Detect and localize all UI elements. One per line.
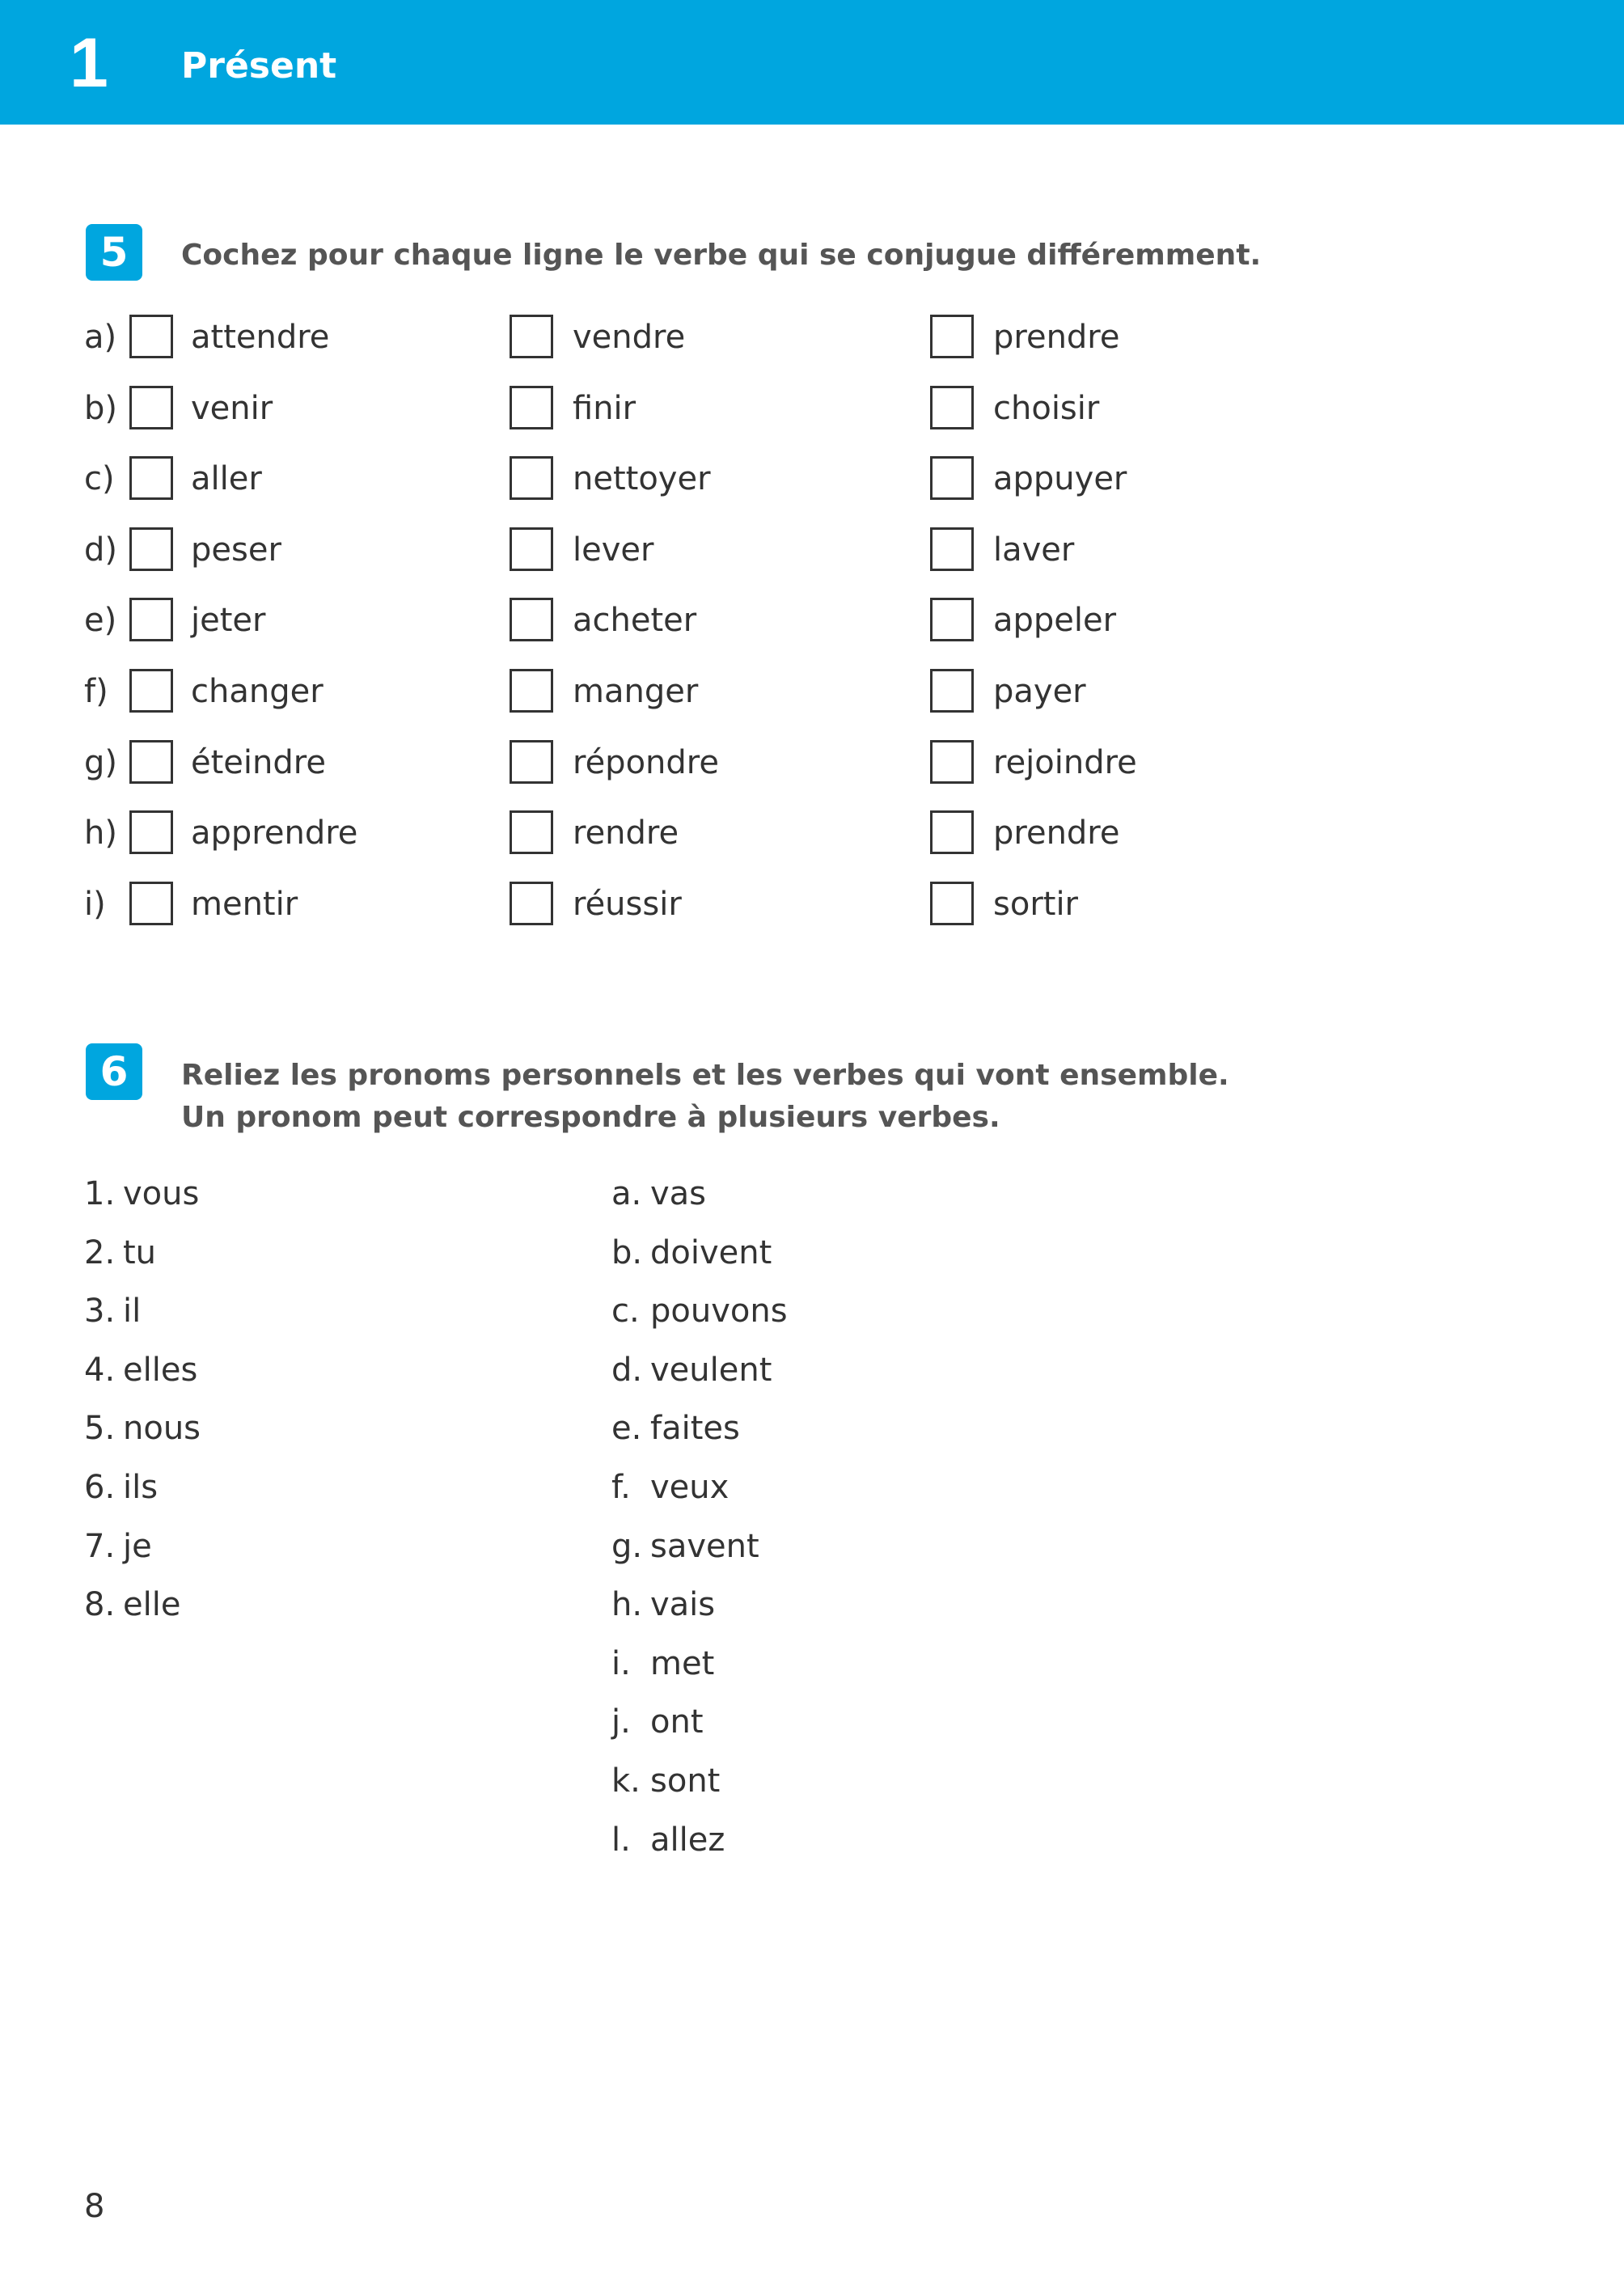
verb-checkbox[interactable] xyxy=(129,669,173,713)
pronoun-number: 2. xyxy=(84,1233,116,1271)
verb-checkbox[interactable] xyxy=(129,882,173,925)
pronoun-text: elle xyxy=(123,1586,181,1624)
verb-checkbox[interactable] xyxy=(129,810,173,854)
pronoun-number: 7. xyxy=(84,1527,116,1565)
verb-letter: f. xyxy=(611,1469,631,1506)
verb-text: sont xyxy=(650,1762,721,1800)
verb-option: changer xyxy=(191,673,324,710)
pronoun-text: je xyxy=(123,1527,152,1565)
verb-checkbox[interactable] xyxy=(129,527,173,571)
verb-checkbox[interactable] xyxy=(510,386,553,429)
verb-checkbox[interactable] xyxy=(510,598,553,641)
pronoun-item[interactable] xyxy=(84,1165,199,1223)
verb-checkbox[interactable] xyxy=(930,456,974,500)
pronoun-number: 5. xyxy=(84,1410,116,1448)
row-label: h) xyxy=(84,814,117,852)
verb-item[interactable] xyxy=(611,1399,740,1457)
verb-option: rendre xyxy=(573,814,679,852)
pronoun-text: nous xyxy=(123,1410,201,1448)
chapter-number: 1 xyxy=(70,24,108,102)
verb-checkbox[interactable] xyxy=(930,740,974,784)
verb-text: savent xyxy=(650,1527,759,1565)
verb-letter: c. xyxy=(611,1292,640,1331)
verb-option: aller xyxy=(191,460,262,498)
verb-option: jeter xyxy=(191,602,266,640)
verb-item[interactable] xyxy=(611,1811,725,1869)
row-label: f) xyxy=(84,673,108,710)
pronoun-number: 6. xyxy=(84,1469,116,1506)
verb-option: choisir xyxy=(993,389,1100,427)
pronoun-number: 3. xyxy=(84,1292,116,1331)
verb-item[interactable] xyxy=(611,1693,704,1751)
verb-letter: b. xyxy=(611,1233,643,1271)
verb-item[interactable] xyxy=(611,1635,714,1693)
verb-text: vais xyxy=(650,1586,716,1624)
pronoun-item[interactable] xyxy=(84,1341,197,1399)
verb-item[interactable] xyxy=(611,1165,706,1223)
page-number: 8 xyxy=(84,2188,105,2225)
verb-checkbox[interactable] xyxy=(930,386,974,429)
verb-option: vendre xyxy=(573,319,686,356)
verb-checkbox[interactable] xyxy=(930,882,974,925)
verb-option: lever xyxy=(573,531,654,569)
row-label: g) xyxy=(84,743,117,781)
verb-item[interactable] xyxy=(611,1517,759,1576)
verb-option: venir xyxy=(191,389,273,427)
verb-text: veulent xyxy=(650,1351,772,1389)
row-label: d) xyxy=(84,531,117,569)
row-label: a) xyxy=(84,319,117,356)
chapter-title: Présent xyxy=(181,45,337,87)
exercise-5-badge: 5 xyxy=(86,224,142,281)
exercise-5-row xyxy=(0,383,1624,454)
exercise-6-badge: 6 xyxy=(86,1043,142,1100)
verb-option: sortir xyxy=(993,885,1078,923)
exercise-6-instruction-line2: Un pronom peut correspondre à plusieurs verbes. xyxy=(181,1101,1000,1134)
verb-letter: h. xyxy=(611,1586,643,1624)
verb-item[interactable] xyxy=(611,1341,772,1399)
verb-option: mentir xyxy=(191,885,298,923)
verb-option: prendre xyxy=(993,319,1120,356)
exercise-5-row xyxy=(0,737,1624,808)
verb-checkbox[interactable] xyxy=(930,810,974,854)
row-label: b) xyxy=(84,389,117,427)
pronoun-item[interactable] xyxy=(84,1517,152,1576)
verb-checkbox[interactable] xyxy=(930,315,974,358)
exercise-5-row xyxy=(0,453,1624,524)
verb-text: doivent xyxy=(650,1233,772,1271)
pronoun-number: 1. xyxy=(84,1175,116,1212)
verb-checkbox[interactable] xyxy=(510,315,553,358)
verb-text: allez xyxy=(650,1821,725,1859)
verb-letter: l. xyxy=(611,1821,631,1859)
verb-text: veux xyxy=(650,1469,730,1506)
verb-checkbox[interactable] xyxy=(510,669,553,713)
verb-letter: g. xyxy=(611,1527,643,1565)
verb-option: réussir xyxy=(573,885,682,923)
verb-letter: d. xyxy=(611,1351,643,1389)
verb-checkbox[interactable] xyxy=(510,882,553,925)
verb-option: appuyer xyxy=(993,460,1127,498)
exercise-5-instruction-text: Cochez pour chaque ligne le verbe qui se conjugue différemment. xyxy=(181,239,1262,272)
verb-item[interactable] xyxy=(611,1458,729,1517)
verb-letter: k. xyxy=(611,1762,641,1800)
verb-letter: a. xyxy=(611,1175,642,1212)
exercise-5-row xyxy=(0,311,1624,383)
verb-option: prendre xyxy=(993,814,1120,852)
row-label: e) xyxy=(84,602,117,640)
verb-option: peser xyxy=(191,531,281,569)
row-label: c) xyxy=(84,460,115,498)
pronoun-text: tu xyxy=(123,1233,157,1271)
verb-checkbox[interactable] xyxy=(510,740,553,784)
verb-checkbox[interactable] xyxy=(129,315,173,358)
chapter-header xyxy=(0,0,1624,125)
verb-checkbox[interactable] xyxy=(930,669,974,713)
verb-text: pouvons xyxy=(650,1292,788,1331)
verb-checkbox[interactable] xyxy=(510,527,553,571)
verb-checkbox[interactable] xyxy=(930,527,974,571)
exercise-6-instruction xyxy=(181,1055,1229,1139)
verb-checkbox[interactable] xyxy=(510,810,553,854)
verb-item[interactable] xyxy=(611,1576,715,1634)
verb-option: acheter xyxy=(573,602,697,640)
verb-letter: j. xyxy=(611,1703,631,1741)
pronoun-item[interactable] xyxy=(84,1576,180,1634)
verb-text: met xyxy=(650,1644,715,1682)
pronoun-text: il xyxy=(123,1292,142,1331)
pronoun-text: elles xyxy=(123,1351,198,1389)
exercise-6-instruction-line1: Reliez les pronoms personnels et les verbes qui vont ensemble. xyxy=(181,1059,1229,1092)
pronoun-item[interactable] xyxy=(84,1399,201,1457)
verb-text: faites xyxy=(650,1410,740,1448)
exercise-5-instruction xyxy=(181,235,1261,277)
verb-option: payer xyxy=(993,673,1086,710)
verb-option: manger xyxy=(573,673,699,710)
verb-option: rejoindre xyxy=(993,743,1137,781)
pronoun-item[interactable] xyxy=(84,1282,141,1340)
exercise-5-row xyxy=(0,594,1624,666)
row-label: i) xyxy=(84,885,106,923)
pronoun-number: 4. xyxy=(84,1351,116,1389)
verb-item[interactable] xyxy=(611,1282,788,1340)
verb-option: finir xyxy=(573,389,636,427)
exercise-5-row xyxy=(0,666,1624,737)
verb-letter: e. xyxy=(611,1410,642,1448)
verb-option: répondre xyxy=(573,743,719,781)
verb-option: apprendre xyxy=(191,814,358,852)
verb-checkbox[interactable] xyxy=(129,740,173,784)
pronoun-text: vous xyxy=(123,1175,200,1212)
verb-checkbox[interactable] xyxy=(930,598,974,641)
verb-option: appeler xyxy=(993,602,1117,640)
exercise-5-row xyxy=(0,878,1624,950)
verb-item[interactable] xyxy=(611,1752,720,1810)
pronoun-item[interactable] xyxy=(84,1458,158,1517)
verb-checkbox[interactable] xyxy=(129,386,173,429)
verb-option: éteindre xyxy=(191,743,326,781)
exercise-5-row xyxy=(0,524,1624,595)
verb-checkbox[interactable] xyxy=(510,456,553,500)
verb-checkbox[interactable] xyxy=(129,456,173,500)
verb-option: nettoyer xyxy=(573,460,711,498)
exercise-5-row xyxy=(0,807,1624,878)
pronoun-number: 8. xyxy=(84,1586,116,1624)
pronoun-item[interactable] xyxy=(84,1224,156,1282)
verb-checkbox[interactable] xyxy=(129,598,173,641)
verb-text: ont xyxy=(650,1703,704,1741)
verb-option: laver xyxy=(993,531,1075,569)
verb-text: vas xyxy=(650,1175,707,1212)
verb-item[interactable] xyxy=(611,1224,772,1282)
verb-option: attendre xyxy=(191,319,330,356)
pronoun-text: ils xyxy=(123,1469,159,1506)
verb-letter: i. xyxy=(611,1644,631,1682)
